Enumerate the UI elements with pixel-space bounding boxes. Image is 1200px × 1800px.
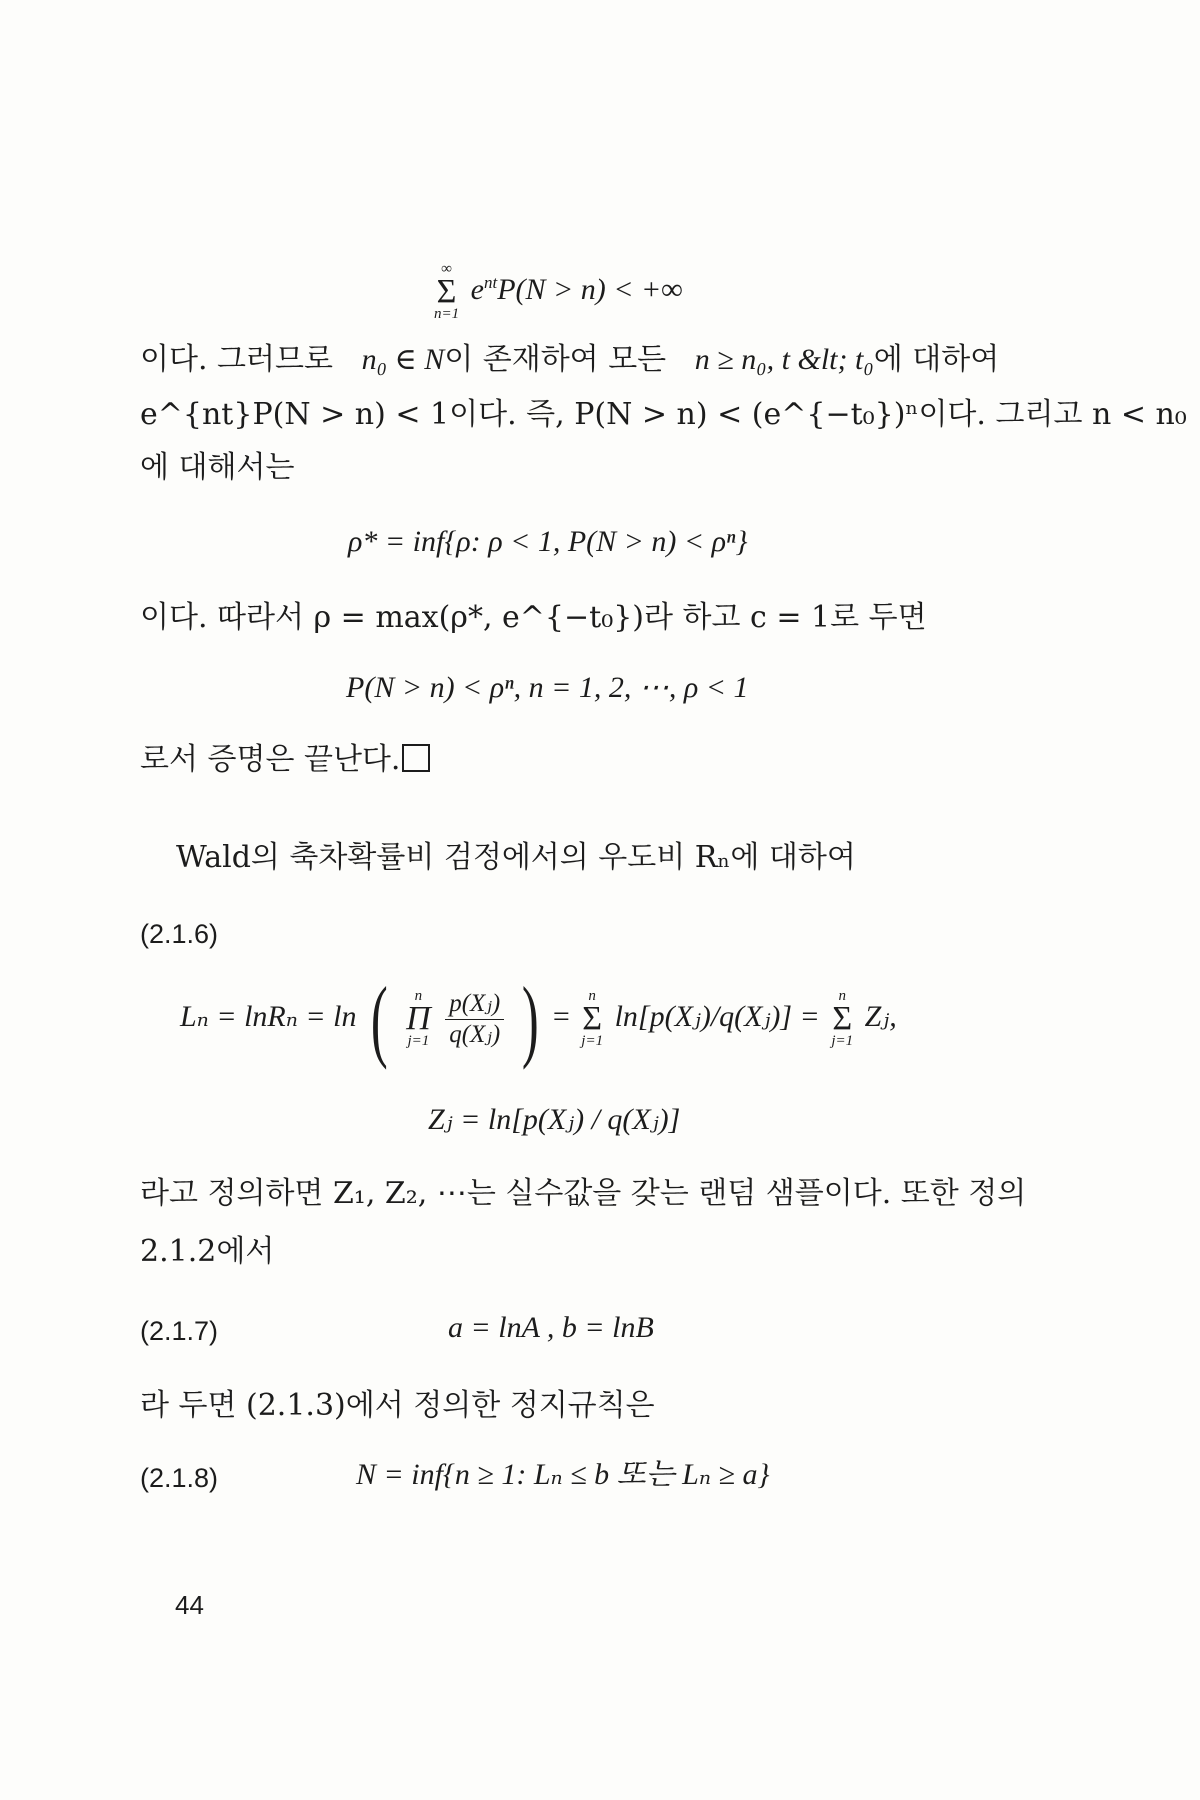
- right-paren: ): [521, 968, 539, 1071]
- paragraph-line: e^{nt}P(N > n) < 1이다. 즉, P(N > n) < (e^{−t₀})ⁿ이다. 그리고 n < n₀: [140, 397, 1187, 432]
- sum-equation-body: $e^{nt}P(N > n)$ < +∞: [470, 272, 683, 306]
- sum-symbol: n Σ j=1: [581, 988, 604, 1050]
- equation-label: (2.1.6): [140, 919, 219, 949]
- rho-star-equation: ρ* = inf{ρ: ρ < 1, P(N > n) < ρⁿ}: [348, 525, 748, 558]
- threshold-equation: a = lnA , b = lnB: [448, 1311, 654, 1344]
- paragraph-line: 이다. 그러므로 n₀ ∈ N이 존재하여 모든 n ≥ n₀, t &lt; t₀에 대하여: [140, 342, 1000, 377]
- likelihood-fraction: $\frac{\text{p(Xⱼ)}}{\text{q(Xⱼ)}}$: [445, 989, 504, 1050]
- z-definition-equation: Zⱼ = ln[p(Xⱼ) / q(Xⱼ)]: [428, 1103, 681, 1136]
- paragraph-line: 2.1.2에서: [140, 1234, 275, 1269]
- equation-label: (2.1.7): [140, 1316, 219, 1346]
- paragraph-line: 라고 정의하면 Z₁, Z₂, ⋯는 실수값을 갖는 랜덤 샘플이다. 또한 정의: [140, 1176, 1027, 1211]
- sum-equation: [430, 262, 683, 322]
- stopping-rule-equation: N = inf{n ≥ 1: Lₙ ≤ b 또는 Lₙ ≥ a}: [356, 1458, 770, 1491]
- product-symbol: n Π j=1: [406, 988, 431, 1050]
- paragraph-line: 에 대해서는: [140, 450, 295, 485]
- log-likelihood-equation: Lₙ = lnRₙ = ln ( n Π j=1 $\frac{\text{p(Xⱼ)}}{\text{q(Xⱼ)}}$ ) = n Σ j=1 ln[p(Xⱼ)/q(Xⱼ)] = n Σ j=1 Zⱼ,: [180, 968, 897, 1071]
- paragraph-line: 로서 증명은 끝난다.: [140, 740, 430, 780]
- page-number: 44: [175, 1590, 204, 1620]
- qed-box-icon: [402, 744, 430, 772]
- paragraph-line: 이다. 따라서 ρ = max(ρ*, e^{−t₀})라 하고 c = 1로 두면: [140, 600, 927, 635]
- paragraph-line: Wald의 축차확률비 검정에서의 우도비 Rₙ에 대하여: [176, 840, 856, 875]
- left-paren: (: [370, 968, 388, 1071]
- sum-symbol: n Σ j=1: [831, 988, 854, 1050]
- paragraph-line: 라 두면 (2.1.3)에서 정의한 정지규칙은: [140, 1388, 655, 1423]
- probability-bound-equation: P(N > n) < ρⁿ, n = 1, 2, ⋯, ρ < 1: [346, 671, 749, 704]
- sum-symbol: ∞ Σ n=1: [434, 261, 460, 322]
- equation-label: (2.1.8): [140, 1463, 219, 1493]
